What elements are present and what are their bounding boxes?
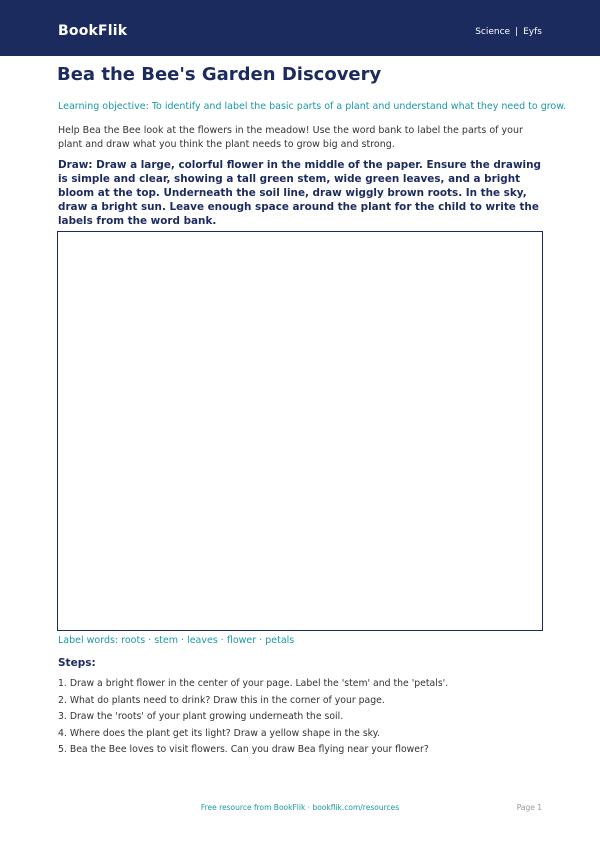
drawing-area[interactable]: [57, 231, 543, 631]
footer-link[interactable]: Free resource from BookFlik · bookflik.com/resources: [200, 803, 400, 812]
breadcrumb-subject[interactable]: Science: [475, 27, 511, 37]
page-number: Page 1: [516, 803, 542, 812]
breadcrumb: [475, 27, 542, 37]
step-item: 5. Bea the Bee loves to visit flowers. Can you draw Bea flying near your flower?: [58, 744, 429, 755]
steps-heading: Steps:: [58, 657, 96, 669]
header-bar: [0, 0, 600, 56]
breadcrumb-separator: |: [515, 27, 519, 37]
draw-instruction: Draw: Draw a large, colorful flower in the middle of the paper. Ensure the drawing is simple and clear, showing a tall green stem, wide green leaves, and a bright bloom at the top. Underneath the soil line, draw wiggly brown roots. In the sky, draw a bright sun. Leave enough space around the plant for the child to write the labels from the word bank.: [58, 159, 541, 227]
page-title: Bea the Bee's Garden Discovery: [57, 64, 382, 85]
word-bank: Label words: roots · stem · leaves · flower · petals: [58, 635, 295, 646]
breadcrumb-level[interactable]: Eyfs: [523, 27, 542, 37]
brand-logo[interactable]: BookFlik: [58, 23, 128, 39]
intro-text: Help Bea the Bee look at the flowers in the meadow! Use the word bank to label the parts of your plant and draw what you think the plant needs to grow big and strong.: [58, 125, 523, 150]
step-item: 4. Where does the plant get its light? Draw a yellow shape in the sky.: [58, 727, 380, 739]
step-item: 1. Draw a bright flower in the center of your page. Label the 'stem' and the 'petals'.: [58, 678, 449, 689]
step-item: 2. What do plants need to drink? Draw this in the corner of your page.: [58, 694, 385, 706]
learning-objective: Learning objective: To identify and label the basic parts of a plant and understand what they need to grow.: [58, 101, 567, 112]
steps-list: [58, 676, 544, 759]
step-item: 3. Draw the 'roots' of your plant growing underneath the soil.: [58, 711, 344, 722]
